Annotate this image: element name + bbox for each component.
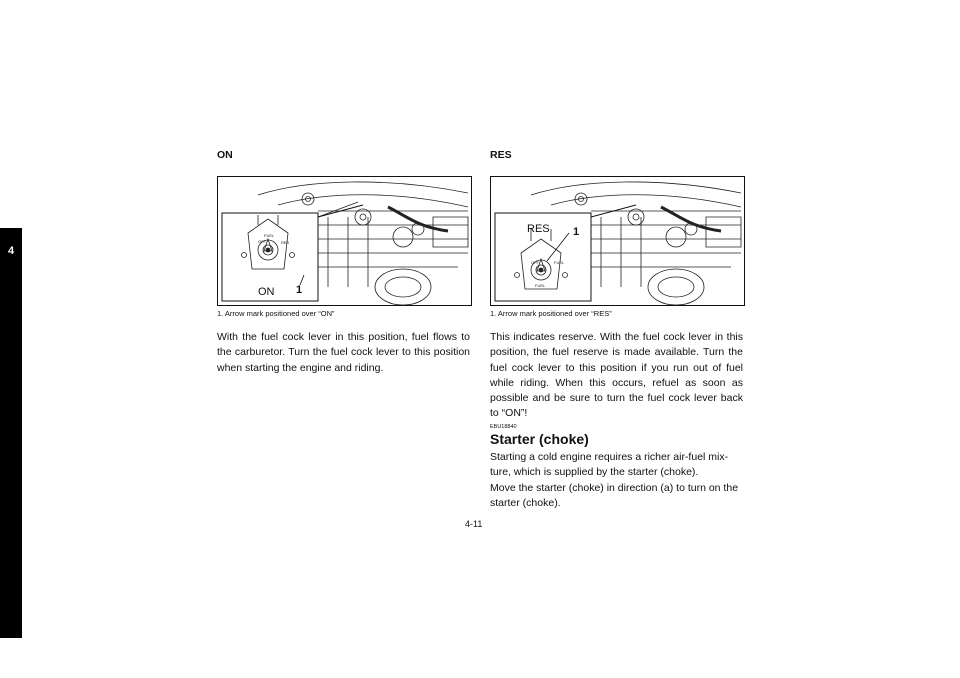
chapter-tab — [0, 228, 22, 638]
on-dial-label: ON — [258, 286, 275, 298]
res-figure-caption: 1. Arrow mark positioned over “RES” — [490, 309, 612, 318]
svg-text:OFF: OFF — [258, 239, 266, 244]
fuel-cock-res-figure — [490, 176, 745, 306]
svg-text:RES: RES — [281, 240, 290, 245]
res-heading: RES — [490, 149, 512, 161]
on-heading: ON — [217, 149, 233, 161]
starter-choke-body — [490, 450, 743, 512]
svg-text:OFF: OFF — [531, 260, 539, 265]
fuel-cock-on-figure — [217, 176, 472, 306]
chapter-tab-number: 4 — [7, 245, 15, 257]
svg-text:FUEL: FUEL — [554, 260, 565, 265]
on-callout-number: 1 — [296, 284, 303, 296]
on-figure-caption: 1. Arrow mark positioned over “ON” — [217, 309, 335, 318]
res-callout-number: 1 — [573, 226, 580, 238]
starter-choke-paragraph-2: Move the starter (choke) in direction (a) to turn on the starter (choke). — [490, 481, 739, 510]
res-body-text: This indicates reserve. With the fuel cock lever in this position, the fuel reserve is made available. Turn the fuel cock lever to this position if you run out of fuel while riding. When this occurs, refuel as soon as possible and be sure to turn the fuel cock lever back to “ON”! — [490, 331, 743, 420]
svg-text:FUEL: FUEL — [264, 233, 275, 238]
svg-text:FUEL: FUEL — [535, 283, 546, 288]
section-code: EBU18840 — [490, 424, 517, 430]
res-dial-label: RES — [527, 223, 550, 235]
on-body-text: With the fuel cock lever in this position, fuel flows to the carburetor. Turn the fuel cock lever to this position when starting the engine and riding. — [217, 331, 470, 374]
starter-choke-paragraph-1: Starting a cold engine requires a richer air-fuel mix-ture, which is supplied by the starter (choke). — [490, 451, 729, 479]
page-number: 4-11 — [465, 519, 483, 529]
starter-choke-title: Starter (choke) — [490, 431, 589, 447]
